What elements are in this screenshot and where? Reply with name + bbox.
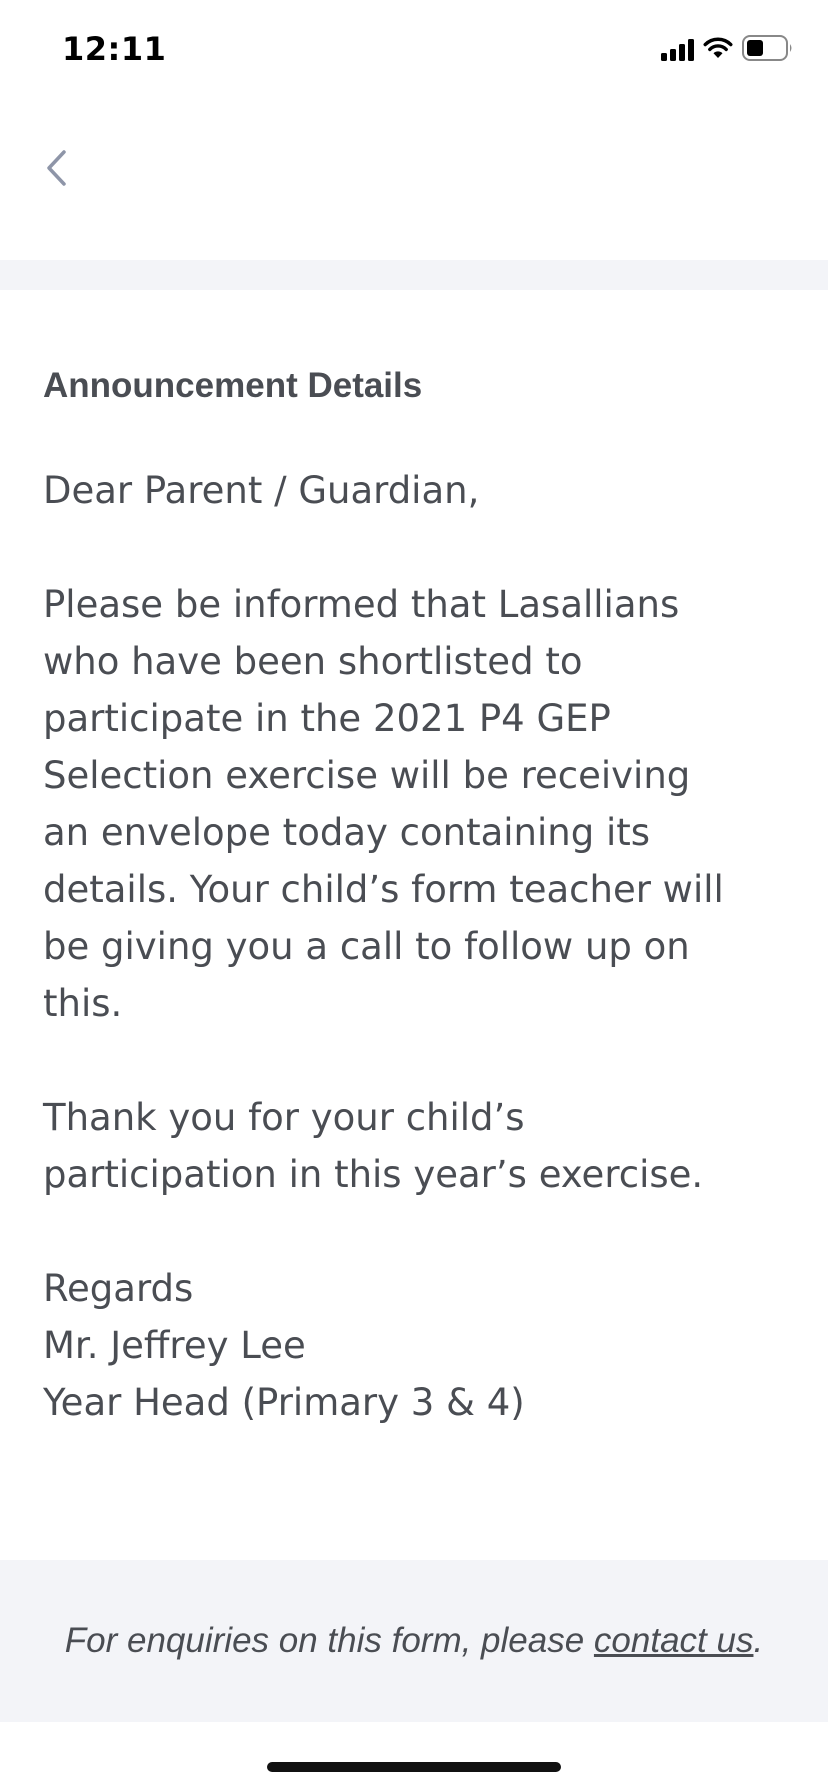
status-bar xyxy=(0,0,828,100)
nav-header xyxy=(0,100,828,260)
back-button[interactable] xyxy=(36,144,76,192)
section-title: Announcement Details xyxy=(43,366,423,405)
home-indicator[interactable] xyxy=(267,1762,561,1772)
status-time: 12:11 xyxy=(62,30,167,68)
status-icons xyxy=(661,36,794,64)
footer-text-before: For enquiries on this form, please xyxy=(64,1621,594,1660)
announcement-body: Dear Parent / Guardian, Please be informed that Lasallians who have been shortlisted to participate in the 2021 P4 GEP Selection exercise will be receiving an envelope today containing its details. Your child’s form teacher will be giving you a call to follow up on this. Thank you for your child’s participation in this year’s exercise. Regards Mr. Jeffrey Lee Year Head (Primary 3 & 4) xyxy=(43,469,724,1424)
signal-icon xyxy=(661,39,694,61)
footer-text-after: . xyxy=(753,1621,764,1660)
footer-text xyxy=(65,1621,763,1661)
footer xyxy=(0,1560,828,1722)
wifi-icon xyxy=(702,36,734,65)
announcement-content xyxy=(43,360,793,1431)
chevron-left-icon xyxy=(44,149,68,187)
header-divider xyxy=(0,260,828,290)
contact-us-link[interactable]: contact us xyxy=(593,1621,754,1660)
battery-icon xyxy=(742,35,794,66)
